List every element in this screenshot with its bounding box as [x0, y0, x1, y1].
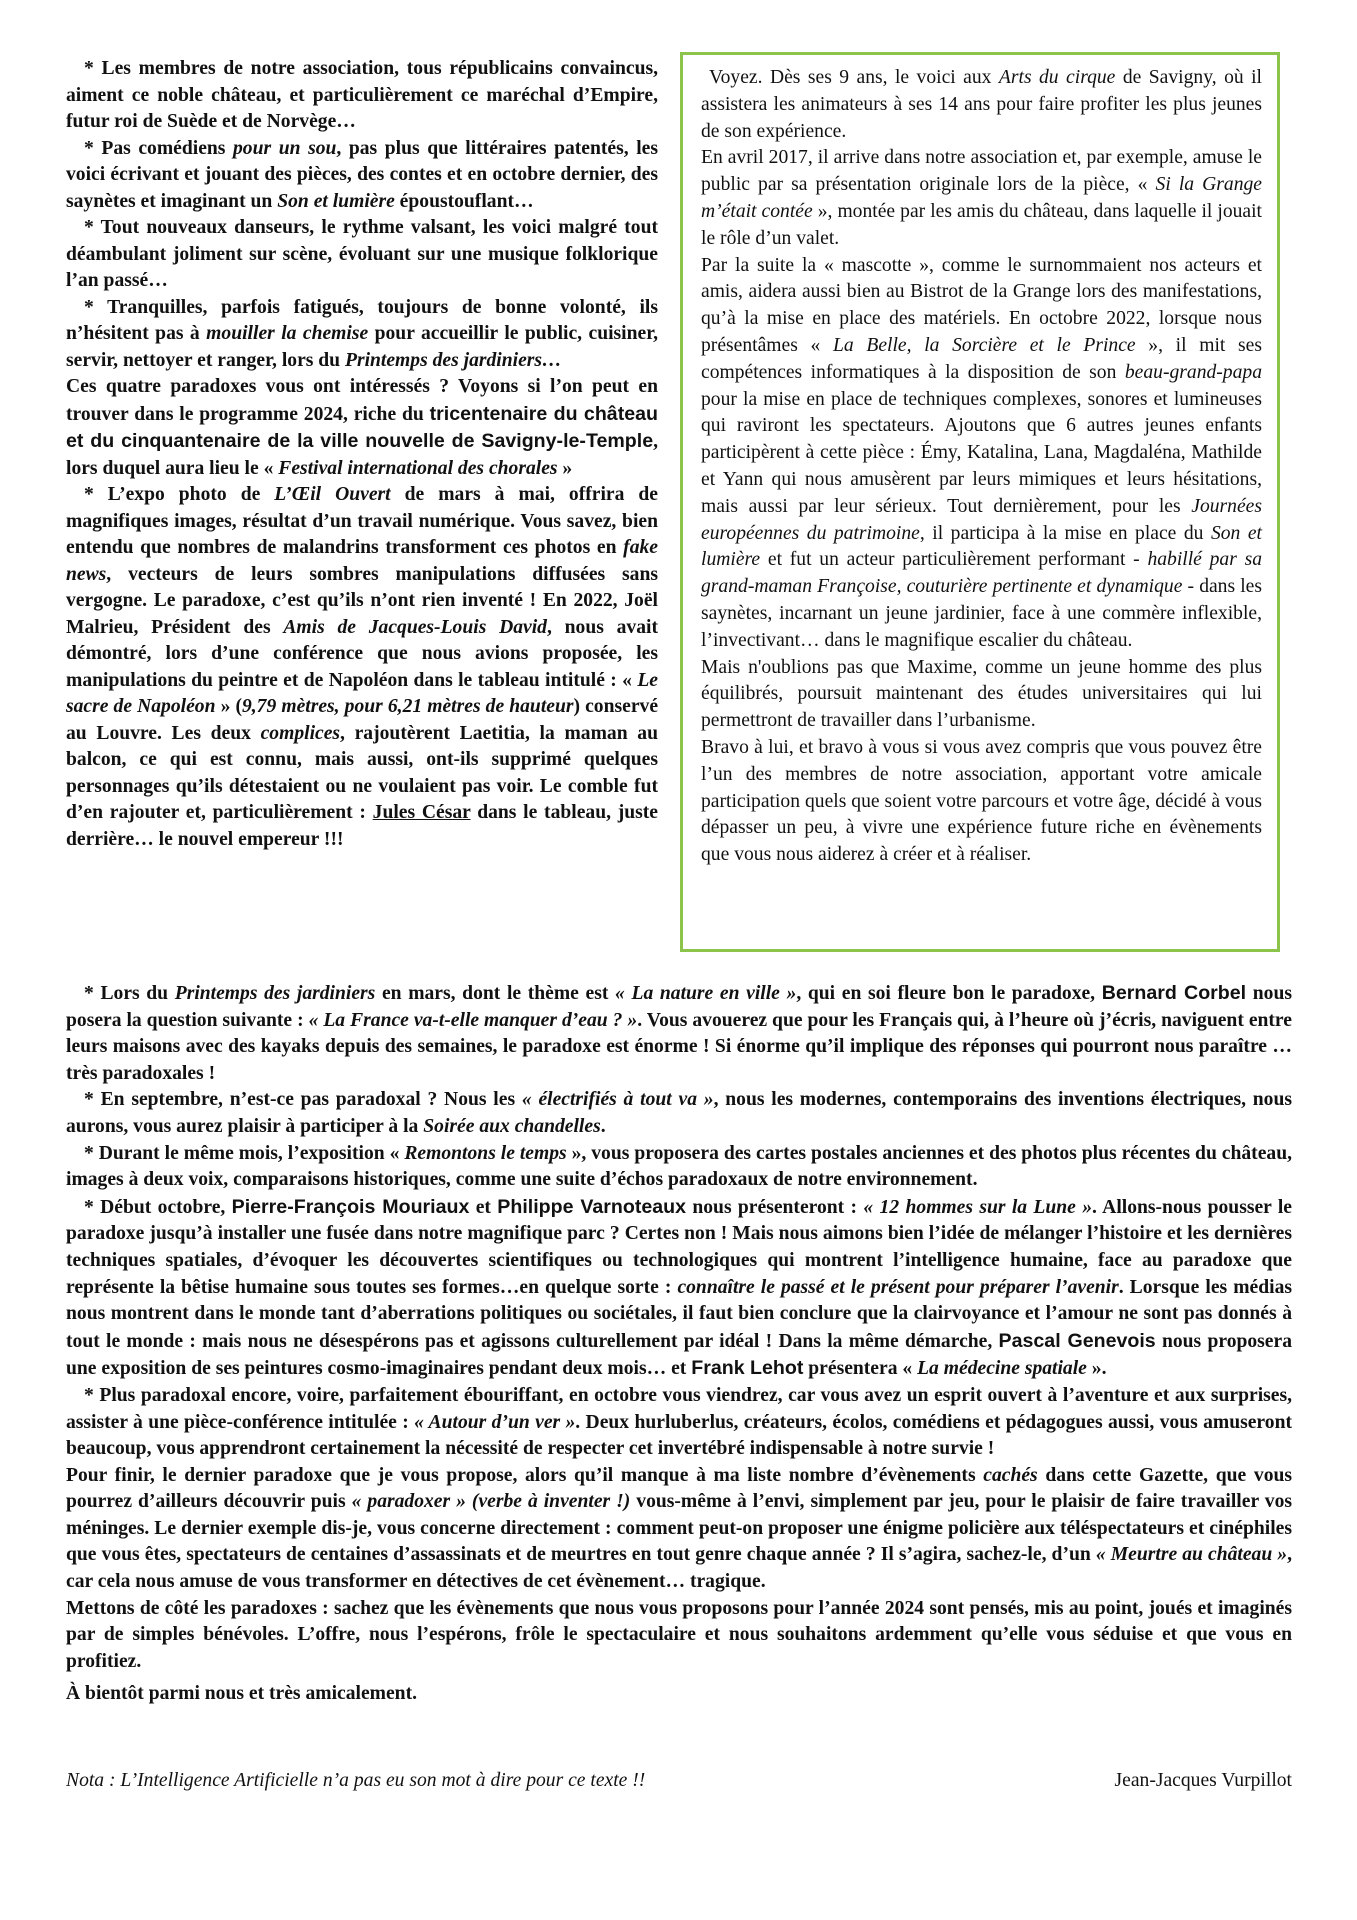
- footer: [66, 1770, 1292, 1792]
- paragraph: * Durant le même mois, l’exposition « Remontons le temps », vous proposera des cartes postales anciennes et des photos plus récentes du château, images à deux voix, comparaisons historiques, comme une suite d’échos paradoxaux de notre environnement.: [66, 1142, 1292, 1191]
- paragraph: * Tranquilles, parfois fatigués, toujours de bonne volonté, ils n’hésitent pas à mouiller la chemise pour accueillir le public, cuisiner, servir, nettoyer et ranger, lors du Printemps des jardiniers…: [66, 296, 659, 371]
- paragraph: * Pas comédiens pour un sou, pas plus que littéraires patentés, les voici écrivant et jouant des pièces, des contes et en octobre dernier, des saynètes et imaginant un Son et lumière époustouflant…: [66, 137, 658, 212]
- paragraph: Ces quatre paradoxes vous ont intéressés ? Voyons si l’on peut en trouver dans le programme 2024, riche du tricentenaire du château et du cinquantenaire de la ville nouvelle de Savigny-le-Temple, lors duquel aura lieu le « Festival international des chorales »: [66, 376, 658, 479]
- paragraph: Par la suite la « mascotte », comme le surnommaient nos acteurs et amis, aidera aussi bien au Bistrot de la Grange lors des manifestations, qu’à la mise en place des matériels. En octobre 2022, lorsque nous présentâmes « La Belle, la Sorcière et le Prince », il mit ses compétences informatiques à la disposition de son beau-grand-papa pour la mise en place de techniques complexes, sonores et lumineuses qui raviront les spectateurs. Ajoutons que 6 autres jeunes enfants participèrent à cette pièce : Émy, Katalina, Lana, Magdaléna, Mathilde et Yann qui nous amusèrent par leurs mimiques et leurs hésitations, mais aussi par leur sérieux. Tout dernièrement, pour les Journées européennes du patrimoine, il participa à la mise en place du Son et lumière et fut un acteur particulièrement performant - habillé par sa grand-maman Françoise, couturière pertinente et dynamique - dans les saynètes, incarnant un jeune jardinier, face à une commère inflexible, l’invectivant… dans le magnifique escalier du château.: [701, 254, 1262, 651]
- paragraph: Bravo à lui, et bravo à vous si vous avez compris que vous pouvez être l’un des membres de notre association, apportant votre amicale participation quels que soient votre parcours et votre âge, décidé à vous dépasser un peu, à vivre une expérience future riche en évènements que vous nous aiderez à créer et à réaliser.: [701, 736, 1262, 866]
- left-column: [66, 56, 658, 853]
- paragraph: * Lors du Printemps des jardiniers en mars, dont le thème est « La nature en ville », qui en soi fleure bon le paradoxe, Bernard Corbel nous posera la question suivante : « La France va-t-elle manquer d’eau ? ». Vous avouerez que pour les Français qui, à l’heure où j’écris, naviguent entre leurs maisons avec des kayaks depuis des semaines, le paradoxe est énorme ! Si énorme qu’il implique des réponses qui pourront nous paraître …très paradoxales !: [66, 982, 1292, 1084]
- paragraph: * En septembre, n’est-ce pas paradoxal ? Nous les « électrifiés à tout va », nous les modernes, contemporains des inventions électriques, nous aurons, vous aurez plaisir à participer à la Soirée aux chandelles.: [66, 1089, 1292, 1137]
- paragraph: * Plus paradoxal encore, voire, parfaitement ébouriffant, en octobre vous viendrez, car vous avez un esprit ouvert à l’aventure et aux surprises, assister à une pièce-conférence intitulée : « Autour d’un ver ». Deux hurluberlus, créateurs, écolos, comédiens et pédagogues aussi, vous amuseront beaucoup, vous apprendront certainement la nécessité de respecter cet invertébré indispensable à notre survie !: [66, 1384, 1292, 1460]
- paragraph: Pour finir, le dernier paradoxe que je vous propose, alors qu’il manque à ma liste nombre d’évènements cachés dans cette Gazette, que vous pourrez d’ailleurs découvrir puis « paradoxer » (verbe à inventer !) vous-même à l’envi, simplement par jeu, pour le plaisir de faire travailler vos méninges. Le dernier exemple dis-je, vous concerne directement : comment peut-on proposer une énigme policière aux téléspectateurs et cinéphiles que vous êtes, spectateurs de centaines d’assassinats et de meurtres en tout genre chaque année ? Il s’agira, sachez-le, d’un « Meurtre au château », car cela nous amuse de vous transformer en détectives de cet évènement… tragique.: [66, 1464, 1293, 1593]
- paragraph: * Début octobre, Pierre-François Mouriaux et Philippe Varnoteaux nous présenteront : « 12 hommes sur la Lune ». Allons-nous pousser le paradoxe jusqu’à installer une fusée dans notre magnifique parc ? Certes non ! Mais nous aimons bien l’idée de mélanger l’histoire et les dernières techniques spatiales, d’évoquer les découvertes scientifiques ou technologiques qui montrent l’intelligence humaine, face au paradoxe que représente la bêtise humaine sous toutes ses formes…en quelque sorte : connaître le passé et le présent pour préparer l’avenir. Lorsque les médias nous montrent dans le monde tant d’aberrations politiques ou sociétales, il faut bien conclure que la clairvoyance et l’amour ne sont pas donnés à tout le monde : mais nous ne désespérons pas et agissons culturellement par idéal ! Dans la même démarche, Pascal Genevois nous proposera une exposition de ses peintures cosmo-imaginaires pendant deux mois… et Frank Lehot présentera « La médecine spatiale ».: [66, 1195, 1292, 1380]
- closing-line: À bientôt parmi nous et très amicalement.: [66, 1683, 417, 1705]
- paragraph: * Les membres de notre association, tous républicains convaincus, aiment ce noble château, et particulièrement ce maréchal d’Empire, futur roi de Suède et de Norvège…: [66, 58, 658, 132]
- full-width-text: [66, 980, 1292, 1708]
- paragraph: Mais n'oublions pas que Maxime, comme un jeune homme des plus équilibrés, poursuit maintenant des études universitaires qui lui permettront de travailler dans l’urbanisme.: [701, 656, 1262, 732]
- paragraph: * Tout nouveaux danseurs, le rythme valsant, les voici malgré tout déambulant joliment sur scène, évoluant sur une musique folklorique l’an passé…: [66, 217, 658, 291]
- signature: Jean-Jacques Vurpillot: [1114, 1770, 1292, 1791]
- nota-text: Nota : L’Intelligence Artificielle n’a pas eu son mot à dire pour ce texte !!: [66, 1770, 646, 1791]
- paragraph: En avril 2017, il arrive dans notre association et, par exemple, amuse le public par sa présentation originale lors de la pièce, « Si la Grange m’était contée », montée par les amis du château, dans laquelle il jouait le rôle d’un valet.: [701, 147, 1263, 249]
- maxime-profile-box: [680, 52, 1280, 952]
- paragraph: Mettons de côté les paradoxes : sachez que les évènements que nous vous proposons pour l’année 2024 sont pensés, mis au point, joués et imaginés par de simples bénévoles. L’offre, nous l’espérons, frôle le spectaculaire et nous souhaitons ardemment qu’elle vous séduise et que vous en profitiez.: [66, 1597, 1292, 1672]
- paragraph: Voyez. Dès ses 9 ans, le voici aux Arts du cirque de Savigny, où il assistera les animateurs à ses 14 ans pour faire profiter les plus jeunes de son expérience.: [701, 67, 1262, 142]
- paragraph: * L’expo photo de L’Œil Ouvert de mars à mai, offrira de magnifiques images, résultat d’un travail numérique. Vous savez, bien entendu que nombres de malandrins transforment ces photos en fake news, vecteurs de leurs sombres manipulations diffusées sans vergogne. Le paradoxe, c’est qu’ils n’ont rien inventé ! En 2022, Joël Malrieu, Président des Amis de Jacques-Louis David, nous avait démontré, lors d’une conférence que nous avions proposée, les manipulations du peintre et de Napoléon dans le tableau intitulé : « Le sacre de Napoléon » (9,79 mètres, pour 6,21 mètres de hauteur) conservé au Louvre. Les deux complices, rajoutèrent Laetitia, la maman au balcon, ce qui est connu, mais aussi, ont-ils supprimé quelques personnages qu’ils détestaient ou ne voulaient pas voir. Le comble fut d’en rajouter et, particulièrement : Jules César dans le tableau, juste derrière… le nouvel empereur !!!: [66, 484, 659, 850]
